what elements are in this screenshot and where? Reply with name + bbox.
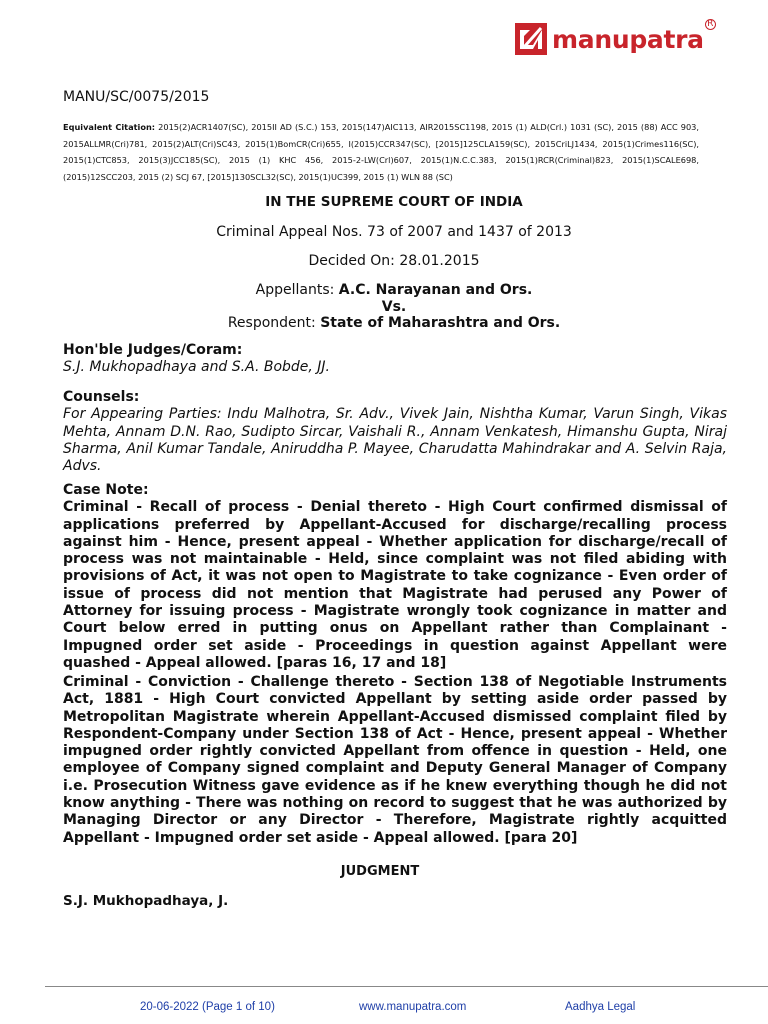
footer-divider [45, 986, 768, 987]
appeal-numbers: Criminal Appeal Nos. 73 of 2007 and 1437 of 2013 [216, 224, 572, 240]
appellants-label: Appellants: [255, 282, 339, 298]
judges-names: S.J. Mukhopadhaya and S.A. Bobde, JJ. [63, 359, 331, 376]
citation-id: MANU/SC/0075/2015 [63, 89, 210, 105]
case-note-para-2: Criminal - Conviction - Challenge thereto - Section 138 of Negotiable Instruments Act, 1881 - High Court convicted Appellant by setting aside order passed by Metropolitan Magistrate wherein Appellant-Accused dismissed complaint filed by Respondent-Company under Section 138 of Act - Hence, present appeal - Whether impugned order rightly convicted Appellant from offence in question - Held, one employee of Company signed complaint and Deputy General Manager of Company i.e. Prosecution Witness gave evidence as if he knew everything though he did not know anything - There was nothing on record to suggest that he was authorized by Managing Director or any Director - Therefore, Magistrate rightly acquitted Appellant - Impugned order set aside - Appeal allowed. [para 20] [63, 674, 727, 846]
case-note-para-1: Criminal - Recall of process - Denial thereto - High Court confirmed dismissal of applications preferred by Appellant-Accused for discharge/recalling process against him - Hence, present appeal - Whether application for discharge/recall of process was not maintainable - Held, since complaint was not filed abiding with provisions of Act, it was not open to Magistrate to take cognizance - Even order of issue of process did not mention that Magistrate had perused any Power of Attorney for issuing process - Magistrate wrongly took cognizance in matter and Court below erred in putting onus on Appellant rather than Complainant - Impugned order set aside - Proceedings in question against Appellant were quashed - Appeal allowed. [paras 16, 17 and 18] [63, 499, 727, 671]
respondent: State of Maharashtra and Ors. [320, 315, 561, 331]
decided-on: Decided On: 28.01.2015 [308, 253, 480, 269]
judges-heading: Hon'ble Judges/Coram: [63, 342, 243, 358]
counsels-text: For Appearing Parties: Indu Malhotra, Sr. Adv., Vivek Jain, Nishtha Kumar, Varun Singh, Vikas Mehta, Annam D.N. Rao, Sudipto Sircar, Vaishali R., Annam Venkatesh, Himanshu Gupta, Niraj Sharma, Anil Kumar Tandale, Aniruddha P. Mayee, Charudatta Mahindrakar and A. Selvin Raja, Advs. [63, 406, 727, 475]
versus: Vs. [381, 298, 407, 315]
registered-mark: R [705, 19, 716, 30]
parties [0, 282, 768, 332]
case-note-heading: Case Note: [63, 482, 149, 498]
equivalent-citation [63, 119, 699, 185]
court-name: IN THE SUPREME COURT OF INDIA [265, 194, 523, 210]
judges-section [63, 342, 727, 377]
respondent-label: Respondent: [227, 315, 321, 331]
logo-text: manupatra [552, 24, 704, 54]
manupatra-logo-icon [514, 22, 548, 56]
manupatra-logo [514, 19, 714, 56]
footer-date-page: 20-06-2022 (Page 1 of 10) [140, 1001, 275, 1013]
footer-website-link[interactable]: www.manupatra.com [359, 1001, 467, 1013]
case-note-section [63, 482, 727, 672]
appellants: A.C. Narayanan and Ors. [338, 282, 533, 298]
counsels-heading: Counsels: [63, 389, 140, 405]
counsels-section [63, 389, 727, 475]
judgment-heading: JUDGMENT [340, 864, 420, 879]
equivalent-citation-text: 2015(2)ACR1407(SC), 2015II AD (S.C.) 153, 2015(147)AIC113, AIR2015SC1198, 2015 (1) ALD(Crl.) 1031 (SC), 2015 (88) ACC 903, 2015ALLMR(Cri)781, 2015(2)ALT(Cri)SC43, 2015(1)BomCR(Cri)655, I(2015)CCR347(SC), [2015]125CLA159(SC), 2015CriLJ1434, 2015(1)Crimes116(SC), 2015(1)CTC853, 2015(3)JCC185(SC), 2015 (1) KHC 456, 2015-2-LW(Crl)607, 2015(1)N.C.C.383, 2015(1)RCR(Criminal)823, 2015(1)SCALE698, (2015)12SCC203, 2015 (2) SCJ 67, [2015]130SCL32(SC), 2015(1)UC399, 2015 (1) WLN 88 (SC) [63, 122, 699, 182]
equivalent-citation-label: Equivalent Citation: [63, 122, 156, 132]
footer-licensee: Aadhya Legal [565, 1001, 636, 1013]
judgment-author: S.J. Mukhopadhaya, J. [63, 893, 229, 909]
